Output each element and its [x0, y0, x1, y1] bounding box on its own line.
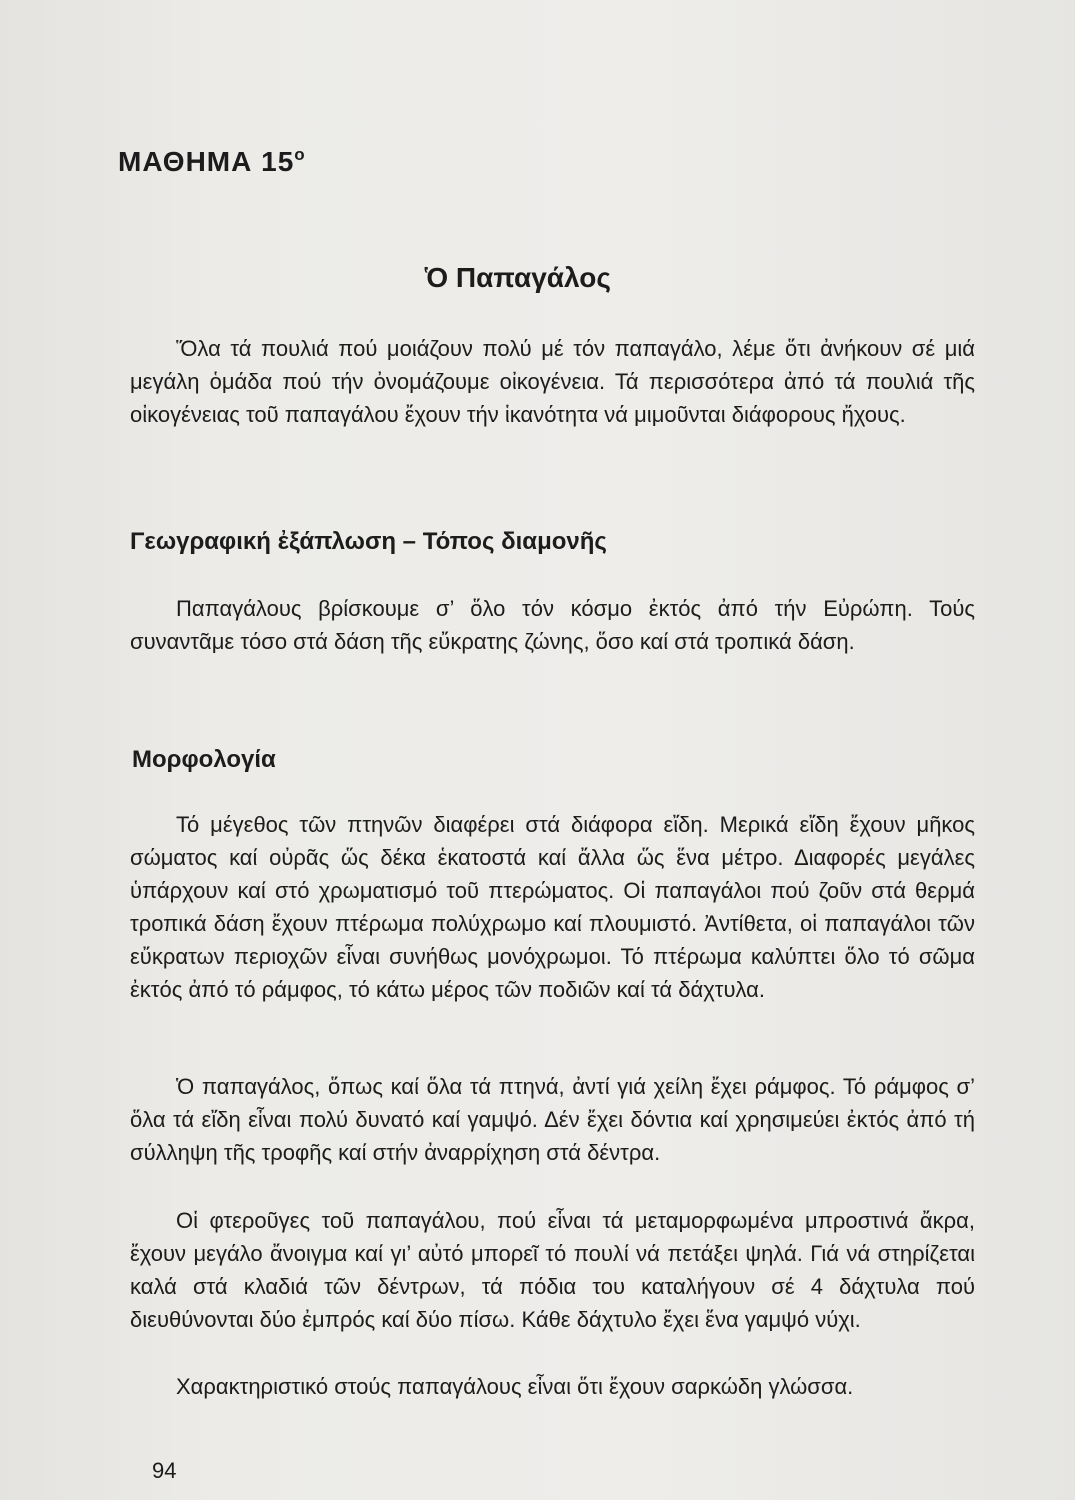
- section-heading-morphology: Μορφολογία: [132, 746, 276, 773]
- geography-paragraph: Παπαγάλους βρίσκουμε σ’ ὅλο τόν κόσμο ἐκτός ἀπό τήν Εὐρώπη. Τούς συναντᾶμε τόσο στά δάση τῆς εὔκρατης ζώνης, ὅσο καί στά τροπικά δάση.: [130, 596, 975, 654]
- lesson-number: [118, 145, 306, 178]
- morphology-paragraph-1: Τό μέγεθος τῶν πτηνῶν διαφέρει στά διάφορα εἴδη. Μερικά εἴδη ἔχουν μῆκος σώματος καί οὐρᾶς ὥς δέκα ἑκατοστά καί ἄλλα ὥς ἕνα μέτρο. Διαφορές μεγάλες ὑπάρχουν καί στό χρωματισμό τοῦ πτερώματος. Οἱ παπαγάλοι πού ζοῦν στά θερμά τροπικά δάση ἔχουν πτέρωμα πολύχρωμο καί πλουμιστό. Ἀντίθετα, οἱ παπαγάλοι τῶν εὔκρατων περιοχῶν εἶναι συνήθως μονόχρωμοι. Τό πτέρωμα καλύπτει ὅλο τό σῶμα ἐκτός ἀπό τό ράμφος, τό κάτω μέρος τῶν ποδιῶν καί τά δάχτυλα.: [130, 812, 975, 1002]
- morphology-paragraph-4: Χαρακτηριστικό στούς παπαγάλους εἶναι ὅτι ἔχουν σαρκώδη γλώσσα.: [176, 1374, 854, 1399]
- page-number: 94: [152, 1458, 177, 1483]
- morphology-paragraph-2: Ὁ παπαγάλος, ὅπως καί ὅλα τά πτηνά, ἀντί γιά χείλη ἔχει ράμφος. Τό ράμφος σ’ ὅλα τά εἴδη εἶναι πολύ δυνατό καί γαμψό. Δέν ἔχει δόντια καί χρησιμεύει ἐκτός ἀπό τή σύλληψη τῆς τροφῆς καί στήν ἀναρρίχηση στά δέντρα.: [130, 1074, 975, 1165]
- lesson-label: ΜΑΘΗΜΑ 15: [118, 146, 295, 177]
- intro-paragraph: Ὅλα τά πουλιά πού μοιάζουν πολύ μέ τόν παπαγάλο, λέμε ὅτι ἀνήκουν σέ μιά μεγάλη ὁμάδα πού τήν ὀνομάζουμε οἰκογένεια. Τά περισσότερα ἀπό τά πουλιά τῆς οἰκογένειας τοῦ παπαγάλου ἔχουν τήν ἱκανότητα νά μιμοῦνται διάφορους ἤχους.: [130, 336, 975, 427]
- morphology-paragraph-3: Οἱ φτεροῦγες τοῦ παπαγάλου, πού εἶναι τά μεταμορφωμένα μπροστινά ἄκρα, ἔχουν μεγάλο ἄνοιγμα καί γι’ αὐτό μπορεῖ τό πουλί νά πετάξει ψηλά. Γιά νά στηρίζεται καλά στά κλαδιά τῶν δέντρων, τά πόδια του καταλήγουν σέ 4 δάχτυλα πού διευθύνονται δύο ἐμπρός καί δύο πίσω. Κάθε δάχτυλο ἔχει ἕνα γαμψό νύχι.: [130, 1208, 975, 1332]
- section-heading-geography: Γεωγραφική ἐξάπλωση – Τόπος διαμονῆς: [130, 528, 607, 555]
- lesson-suffix: ο: [294, 145, 306, 164]
- page-title: Ὁ Παπαγάλος: [425, 262, 611, 293]
